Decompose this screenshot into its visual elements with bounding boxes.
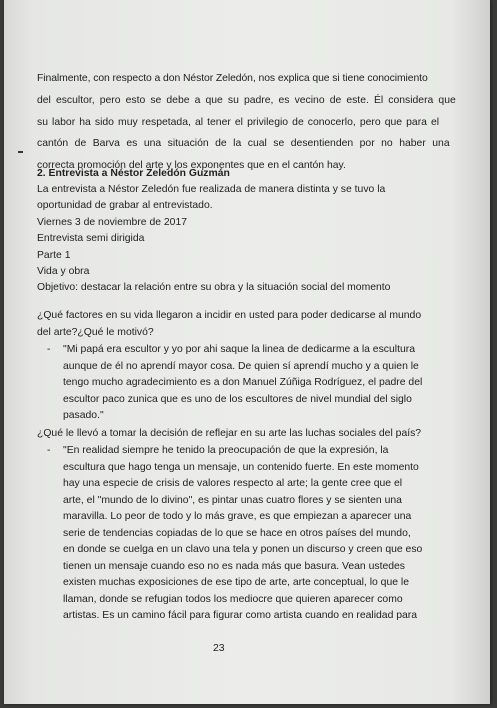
text-line: tengo mucho agradecimiento es a don Manuel Zúñiga Rodríguez, el padre del [63,377,423,388]
text-line: arte, el "mundo de lo divino", es pintar unas cuatro flores y se sienten una [63,494,402,506]
answer-1 [47,342,423,426]
text-line: serie de tendencias copiadas de lo que se hace en otros países del mundo, [63,527,411,539]
text-line: Vida y obra [37,266,90,278]
section-heading: 2. Entrevista a Néstor Zeledón Guzmán [37,168,230,179]
text-line: existen muchas exposiciones de ese tipo de arte, arte conceptual, lo que le [63,577,409,588]
text-line: Objetivo: destacar la relación entre su obra y la situación social del momento [37,282,391,294]
text-line: hay una especie de crisis de valores respecto al arte; la gente cree que el [63,478,403,489]
text-line: Viernes 3 de noviembre de 2017 [37,216,187,228]
text-line: del arte?¿Qué le motivó? [37,326,154,338]
text-line: escultor paco zunica que es uno de los escultores de nivel mundial del siglo [63,393,412,405]
text-line: Finalmente, con respecto a don Néstor Zeledón, nos explica que si tiene conocimiento [37,73,428,84]
text-line: del escultor, pero esto se debe a que su padre, es vecino de este. Él considera que [37,94,456,106]
question-1 [37,308,422,341]
text-line: ¿Qué factores en su vida llegaron a incidir en usted para poder dedicarse al mundo [37,310,422,321]
text-line: "Mi papá era escultor y yo por ahi saque la linea de dedicarme a la escultura [63,344,415,355]
text-line: "En realidad siempre he tenido la preocupación de que la expresión, la [63,445,389,456]
document-page [4,0,490,704]
text-line: su labor ha sido muy respetada, al tener el privilegio de conocerlo, pero que para el [37,116,440,128]
margin-mark [18,151,23,153]
text-line: tienen un mensaje cuando eso no es nada más que basura. Vean ustedes [63,560,405,572]
paragraph-conclusion [37,68,456,177]
text-line: pasado." [63,410,104,421]
text-line: artistas. Es un camino fácil para figurar como artista cuando en realidad para [63,610,418,621]
answer-2-text [63,443,423,625]
text-line: escultura que hago tenga un mensaje, un contenido fuerte. En este momento [63,461,419,473]
text-line: La entrevista a Néstor Zeledón fue realizada de manera distinta y se tuvo la [37,184,386,195]
text-line: maravilla. Lo peor de todo y lo más grave, es que empiezan a aparecer una [63,511,412,522]
question-2 [37,426,422,443]
list-dash: - [47,445,51,456]
list-dash: - [47,344,51,355]
page-number: 23 [213,643,225,654]
text-line: oportunidad de grabar al entrevistado. [37,200,213,212]
text-line: llaman, donde se refugian todos los mediocre que quieren aparecer como [63,593,403,605]
text-line: Parte 1 [37,249,71,261]
interview-intro [37,182,408,297]
answer-1-text [63,342,423,425]
text-line: en donde se cuelga en un clavo una tela y ponen un discurso y creen que eso [63,544,423,555]
text-line: correcta promoción del arte y los exponentes que en el cantón hay. [37,160,346,172]
text-line: cantón de Barva es una situación de la cual se desentienden por no haber una [37,138,450,150]
text-line: ¿Qué le llevó a tomar la decisión de reflejar en su arte las luchas sociales del país? [37,428,422,439]
answer-2 [47,443,423,628]
text-line: Entrevista semi dirigida [37,233,145,245]
text-line: aunque de él no aprendí mayor cosa. De quien sí aprendí mucho y a quien le [63,360,419,372]
